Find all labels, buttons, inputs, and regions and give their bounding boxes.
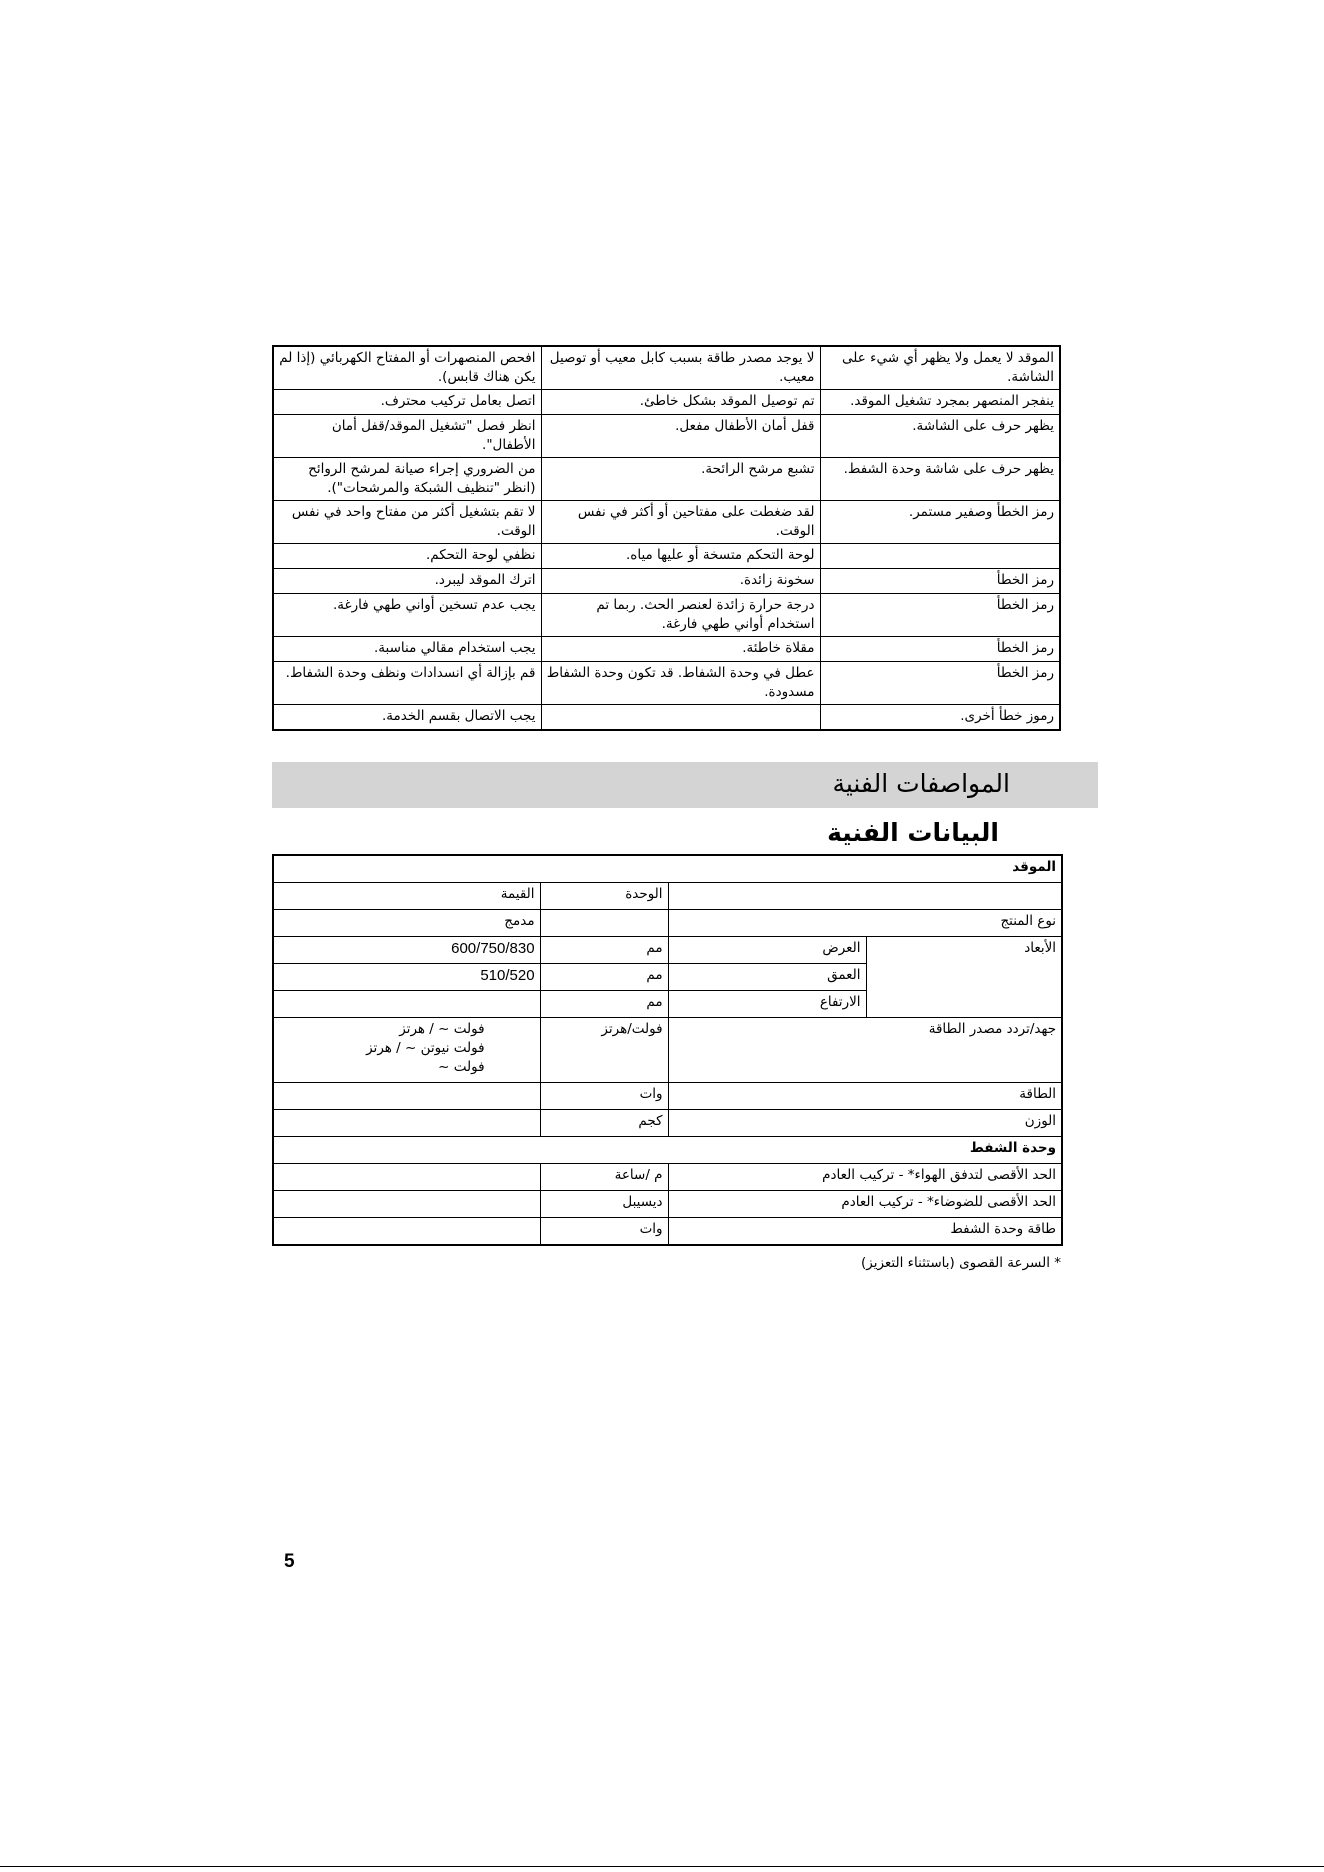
problem-cell xyxy=(820,544,1060,569)
hood-heading-row xyxy=(273,1137,1062,1164)
technical-data-table xyxy=(272,854,1063,1246)
width-unit: مم xyxy=(540,937,668,964)
troubleshooting-row xyxy=(273,569,1060,594)
cause-cell: درجة حرارة زائدة لعنصر الحث. ربما تم استخدام أواني طهي فارغة. xyxy=(541,594,820,637)
airflow-unit: م /ساعة xyxy=(540,1164,668,1191)
header-blank xyxy=(668,883,1062,910)
depth-label: العمق xyxy=(668,964,866,991)
problem-cell: يظهر حرف على شاشة وحدة الشفط. xyxy=(820,458,1060,501)
troubleshooting-row xyxy=(273,594,1060,637)
section-title: المواصفات الفنية xyxy=(832,769,1010,798)
noise-label: الحد الأقصى للضوضاء* - تركيب العادم xyxy=(668,1191,1062,1218)
width-value: 600/750/830 xyxy=(273,937,540,964)
hob-heading-row xyxy=(273,855,1062,883)
troubleshooting-row xyxy=(273,705,1060,731)
cause-cell: مقلاة خاطئة. xyxy=(541,637,820,662)
hood-power-unit: وات xyxy=(540,1218,668,1246)
remedy-cell: اترك الموقد ليبرد. xyxy=(273,569,541,594)
voltage-value-line: فولت ~ / هرتز xyxy=(399,1021,485,1037)
weight-row xyxy=(273,1110,1062,1137)
problem-cell: رموز خطأ أخرى. xyxy=(820,705,1060,731)
column-value-header: القيمة xyxy=(273,883,540,910)
remedy-cell: لا تقم بتشغيل أكثر من مفتاح واحد في نفس الوقت. xyxy=(273,501,541,544)
voltage-unit: فولت/هرتز xyxy=(540,1018,668,1083)
problem-cell: رمز الخطأ xyxy=(820,569,1060,594)
troubleshooting-row xyxy=(273,544,1060,569)
remedy-cell: نظفي لوحة التحكم. xyxy=(273,544,541,569)
remedy-cell: يجب عدم تسخين أواني طهي فارغة. xyxy=(273,594,541,637)
troubleshooting-row xyxy=(273,415,1060,458)
cause-cell: لا يوجد مصدر طاقة بسبب كابل معيب أو توصيل معيب. xyxy=(541,346,820,390)
section-banner xyxy=(272,762,1098,808)
voltage-label: جهد/تردد مصدر الطاقة xyxy=(668,1018,1062,1083)
voltage-row xyxy=(273,1018,1062,1083)
power-unit: وات xyxy=(540,1083,668,1110)
depth-unit: مم xyxy=(540,964,668,991)
dimensions-label: الأبعاد xyxy=(866,937,1062,1018)
problem-cell: رمز الخطأ xyxy=(820,594,1060,637)
hood-heading: وحدة الشفط xyxy=(273,1137,1062,1164)
troubleshooting-table xyxy=(272,345,1061,731)
cause-cell: عطل في وحدة الشفاط. قد تكون وحدة الشفاط مسدودة. xyxy=(541,662,820,705)
product-type-row xyxy=(273,910,1062,937)
remedy-cell: انظر فصل "تشغيل الموقد/قفل أمان الأطفال". xyxy=(273,415,541,458)
product-type-label: نوع المنتج xyxy=(668,910,1062,937)
height-value xyxy=(273,991,540,1018)
product-type-value: مدمج xyxy=(273,910,540,937)
column-header-row xyxy=(273,883,1062,910)
width-row xyxy=(273,937,1062,964)
troubleshooting-row xyxy=(273,390,1060,415)
height-label: الارتفاع xyxy=(668,991,866,1018)
troubleshooting-row xyxy=(273,346,1060,390)
height-unit: مم xyxy=(540,991,668,1018)
width-label: العرض xyxy=(668,937,866,964)
problem-cell: الموقد لا يعمل ولا يظهر أي شيء على الشاشة. xyxy=(820,346,1060,390)
hood-power-label: طاقة وحدة الشفط xyxy=(668,1218,1062,1246)
page-number: 5 xyxy=(284,1551,295,1572)
troubleshooting-row xyxy=(273,501,1060,544)
remedy-cell: يجب استخدام مقالي مناسبة. xyxy=(273,637,541,662)
hob-heading: الموقد xyxy=(273,855,1062,883)
noise-row xyxy=(273,1191,1062,1218)
hood-power-row xyxy=(273,1218,1062,1246)
power-value xyxy=(273,1083,540,1110)
problem-cell: يظهر حرف على الشاشة. xyxy=(820,415,1060,458)
cause-cell: تم توصيل الموقد بشكل خاطئ. xyxy=(541,390,820,415)
depth-value: 510/520 xyxy=(273,964,540,991)
airflow-label: الحد الأقصى لتدفق الهواء* - تركيب العادم xyxy=(668,1164,1062,1191)
noise-value xyxy=(273,1191,540,1218)
remedy-cell: يجب الاتصال بقسم الخدمة. xyxy=(273,705,541,731)
cause-cell: لقد ضغطت على مفتاحين أو أكثر في نفس الوقت. xyxy=(541,501,820,544)
cause-cell: قفل أمان الأطفال مفعل. xyxy=(541,415,820,458)
hood-power-value xyxy=(273,1218,540,1246)
problem-cell: رمز الخطأ وصفير مستمر. xyxy=(820,501,1060,544)
weight-unit: كجم xyxy=(540,1110,668,1137)
remedy-cell: قم بإزالة أي انسدادات ونظف وحدة الشفاط. xyxy=(273,662,541,705)
bottom-rule xyxy=(0,1866,1324,1867)
problem-cell: رمز الخطأ xyxy=(820,662,1060,705)
cause-cell: تشبع مرشح الرائحة. xyxy=(541,458,820,501)
airflow-value xyxy=(273,1164,540,1191)
troubleshooting-row xyxy=(273,458,1060,501)
problem-cell: رمز الخطأ xyxy=(820,637,1060,662)
column-unit-header: الوحدة xyxy=(540,883,668,910)
cause-cell: لوحة التحكم متسخة أو عليها مياه. xyxy=(541,544,820,569)
cause-cell: سخونة زائدة. xyxy=(541,569,820,594)
troubleshooting-row xyxy=(273,662,1060,705)
weight-value xyxy=(273,1110,540,1137)
power-row xyxy=(273,1083,1062,1110)
voltage-value xyxy=(273,1018,540,1083)
voltage-value-line: فولت ~ xyxy=(438,1059,485,1075)
cause-cell xyxy=(541,705,820,731)
airflow-row xyxy=(273,1164,1062,1191)
remedy-cell: من الضروري إجراء صيانة لمرشح الروائح (انظر "تنظيف الشبكة والمرشحات"). xyxy=(273,458,541,501)
footnote: * السرعة القصوى (باستثناء التعزيز) xyxy=(860,1255,1061,1271)
power-label: الطاقة xyxy=(668,1083,1062,1110)
troubleshooting-body xyxy=(273,346,1060,730)
noise-unit: ديسيبل xyxy=(540,1191,668,1218)
remedy-cell: اتصل بعامل تركيب محترف. xyxy=(273,390,541,415)
voltage-value-line: فولت نيوتن ~ / هرتز xyxy=(366,1040,485,1056)
subsection-title: البيانات الفنية xyxy=(827,818,999,847)
troubleshooting-row xyxy=(273,637,1060,662)
product-type-unit xyxy=(540,910,668,937)
problem-cell: ينفجر المنصهر بمجرد تشغيل الموقد. xyxy=(820,390,1060,415)
weight-label: الوزن xyxy=(668,1110,1062,1137)
remedy-cell: افحص المنصهرات أو المفتاح الكهربائي (إذا لم يكن هناك قابس). xyxy=(273,346,541,390)
